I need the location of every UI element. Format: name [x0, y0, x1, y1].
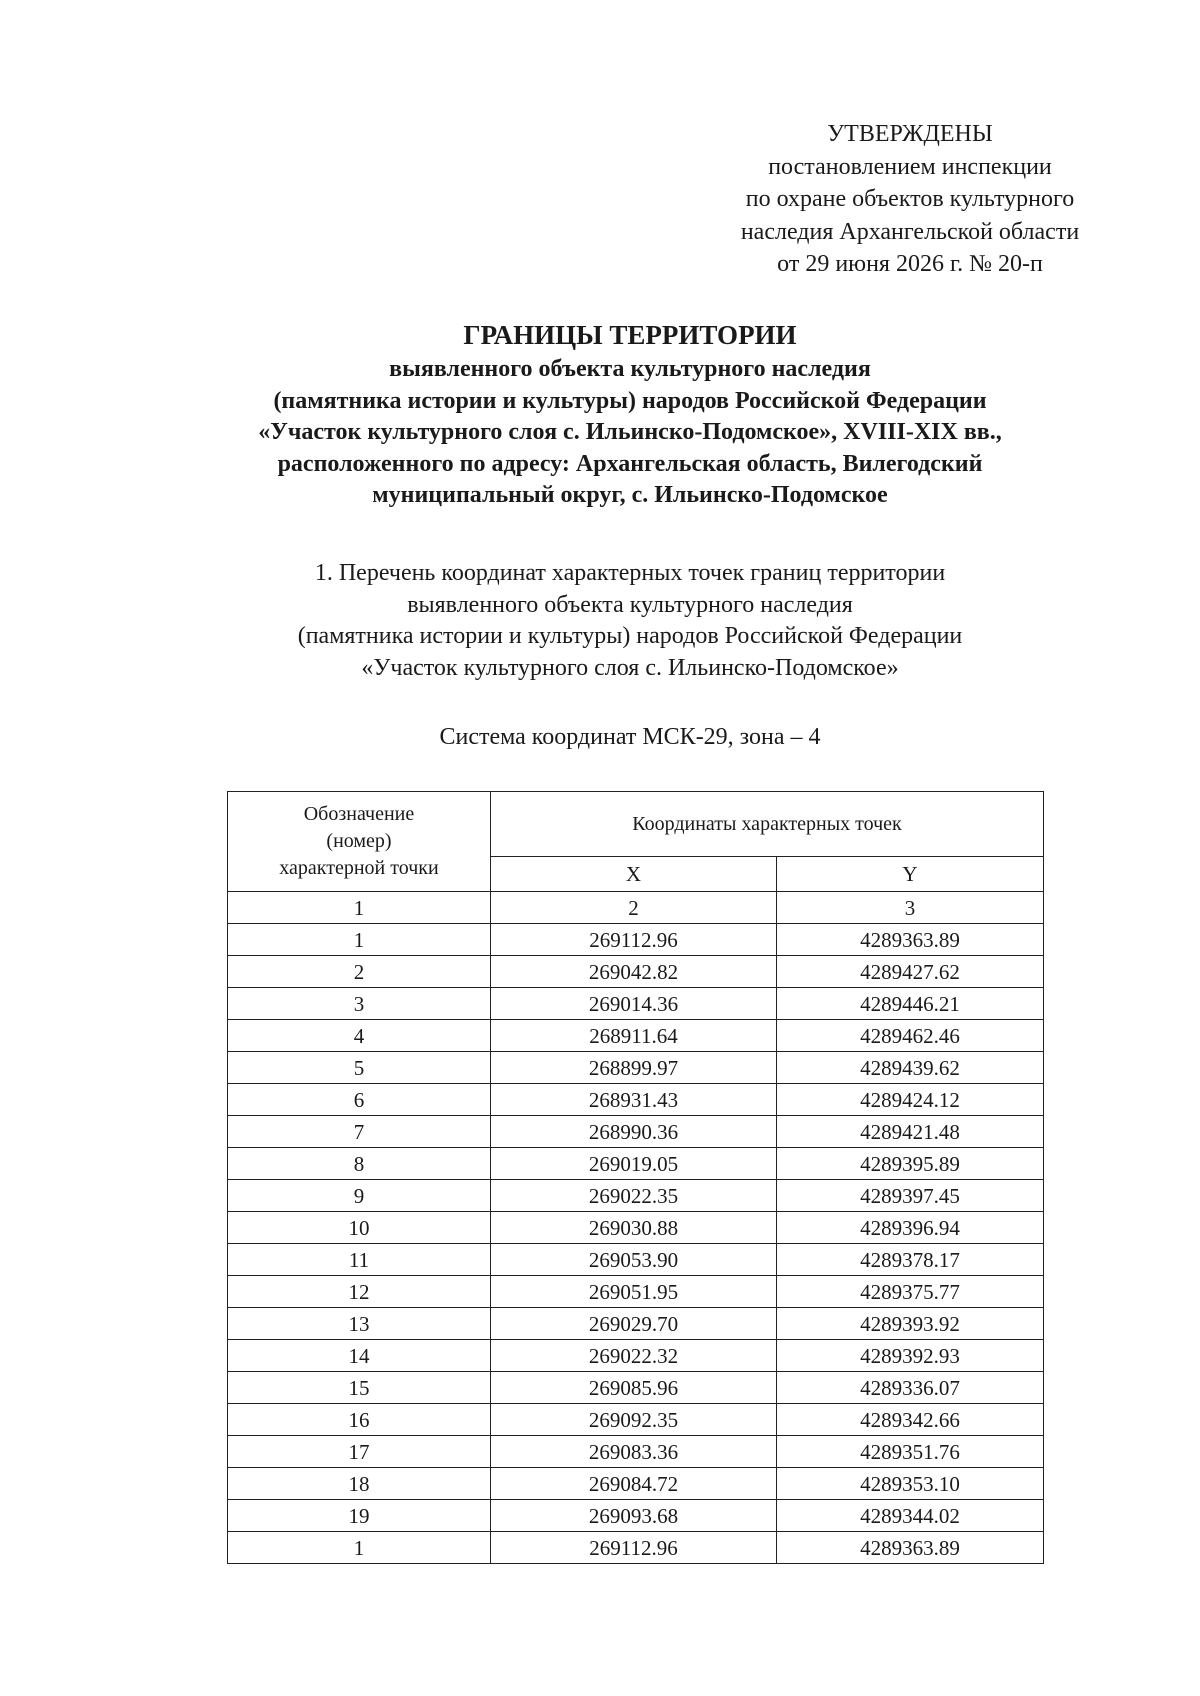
- point-id-cell: 16: [228, 1404, 491, 1436]
- coordinates-table: [227, 791, 1044, 1564]
- point-id-cell: 2: [228, 956, 491, 988]
- section-heading: [150, 558, 1110, 684]
- x-coordinate-cell: 268899.97: [491, 1052, 777, 1084]
- y-coordinate-cell: 4289392.93: [777, 1340, 1044, 1372]
- title-line: (памятника истории и культуры) народов Российской Федерации: [273, 387, 987, 414]
- section-line: 1. Перечень координат характерных точек границ территории: [314, 560, 946, 586]
- x-coordinate-cell: 269084.72: [491, 1468, 777, 1500]
- column-number-row: [228, 892, 1044, 924]
- x-coordinate-cell: 269083.36: [491, 1436, 777, 1468]
- x-coordinate-cell: 269042.82: [491, 956, 777, 988]
- y-coordinate-cell: 4289462.46: [777, 1020, 1044, 1052]
- table-row: [228, 1148, 1044, 1180]
- x-coordinate-cell: 269022.32: [491, 1340, 777, 1372]
- y-coordinate-cell: 4289396.94: [777, 1212, 1044, 1244]
- y-coordinate-cell: 4289351.76: [777, 1436, 1044, 1468]
- point-id-cell: 6: [228, 1084, 491, 1116]
- approval-line: постановлением инспекции: [768, 153, 1052, 180]
- y-coordinate-cell: 4289353.10: [777, 1468, 1044, 1500]
- table-row: [228, 1084, 1044, 1116]
- table-row: [228, 924, 1044, 956]
- table-row: [228, 1276, 1044, 1308]
- y-coordinate-cell: 4289344.02: [777, 1500, 1044, 1532]
- table-row: [228, 1116, 1044, 1148]
- table-row: [228, 1468, 1044, 1500]
- table-row: [228, 1308, 1044, 1340]
- point-id-cell: 11: [228, 1244, 491, 1276]
- y-coordinate-cell: 4289421.48: [777, 1116, 1044, 1148]
- table-row: [228, 988, 1044, 1020]
- x-coordinate-cell: 269019.05: [491, 1148, 777, 1180]
- table-row: [228, 1372, 1044, 1404]
- title-line: расположенного по адресу: Архангельская область, Вилегодский: [277, 450, 983, 477]
- header-coordinates: Координаты характерных точек: [491, 792, 1044, 857]
- table-row: [228, 1340, 1044, 1372]
- column-number: 1: [228, 892, 491, 924]
- approval-line: наследия Архангельской области: [740, 218, 1080, 245]
- point-id-cell: 4: [228, 1020, 491, 1052]
- y-coordinate-cell: 4289397.45: [777, 1180, 1044, 1212]
- x-coordinate-cell: 268911.64: [491, 1020, 777, 1052]
- x-coordinate-cell: 269112.96: [491, 1532, 777, 1564]
- table-row: [228, 1212, 1044, 1244]
- y-coordinate-cell: 4289395.89: [777, 1148, 1044, 1180]
- header-y: Y: [777, 857, 1044, 892]
- point-id-cell: 8: [228, 1148, 491, 1180]
- section-line: (памятника истории и культуры) народов Российской Федерации: [297, 623, 963, 649]
- x-coordinate-cell: 269092.35: [491, 1404, 777, 1436]
- table-header-row: [228, 792, 1044, 857]
- point-id-cell: 12: [228, 1276, 491, 1308]
- header-x: X: [491, 857, 777, 892]
- x-coordinate-cell: 269053.90: [491, 1244, 777, 1276]
- y-coordinate-cell: 4289336.07: [777, 1372, 1044, 1404]
- column-number: 3: [777, 892, 1044, 924]
- x-coordinate-cell: 269085.96: [491, 1372, 777, 1404]
- table-row: [228, 1404, 1044, 1436]
- table-row: [228, 1500, 1044, 1532]
- y-coordinate-cell: 4289427.62: [777, 956, 1044, 988]
- x-coordinate-cell: 269029.70: [491, 1308, 777, 1340]
- y-coordinate-cell: 4289446.21: [777, 988, 1044, 1020]
- x-coordinate-cell: 269030.88: [491, 1212, 777, 1244]
- approval-heading: УТВЕРЖДЕНЫ: [827, 121, 993, 147]
- coordinate-system-label: Система координат МСК-29, зона – 4: [439, 724, 821, 750]
- document-title: [150, 316, 1110, 512]
- point-id-cell: 10: [228, 1212, 491, 1244]
- point-id-cell: 13: [228, 1308, 491, 1340]
- point-id-cell: 1: [228, 1532, 491, 1564]
- table-row: [228, 1436, 1044, 1468]
- approval-block: [690, 118, 1130, 281]
- point-id-cell: 9: [228, 1180, 491, 1212]
- title-main: ГРАНИЦЫ ТЕРРИТОРИИ: [463, 320, 797, 350]
- point-id-cell: 3: [228, 988, 491, 1020]
- table-row: [228, 1020, 1044, 1052]
- x-coordinate-cell: 269112.96: [491, 924, 777, 956]
- x-coordinate-cell: 269093.68: [491, 1500, 777, 1532]
- table-row: [228, 1052, 1044, 1084]
- table-row: [228, 1532, 1044, 1564]
- section-line: «Участок культурного слоя с. Ильинско-Подомское»: [361, 654, 899, 681]
- y-coordinate-cell: 4289424.12: [777, 1084, 1044, 1116]
- table-row: [228, 956, 1044, 988]
- header-point-id: Обозначение (номер) характерной точки: [228, 792, 491, 892]
- y-coordinate-cell: 4289378.17: [777, 1244, 1044, 1276]
- column-number: 2: [491, 892, 777, 924]
- title-line: «Участок культурного слоя с. Ильинско-Подомское», XVIII-XIX вв.,: [258, 419, 1002, 446]
- title-line: муниципальный округ, с. Ильинско-Подомское: [372, 482, 888, 509]
- point-id-cell: 19: [228, 1500, 491, 1532]
- approval-date-line: от 29 июня 2026 г. № 20-п: [777, 251, 1043, 277]
- y-coordinate-cell: 4289439.62: [777, 1052, 1044, 1084]
- point-id-cell: 5: [228, 1052, 491, 1084]
- point-id-cell: 17: [228, 1436, 491, 1468]
- table-row: [228, 1244, 1044, 1276]
- x-coordinate-cell: 269014.36: [491, 988, 777, 1020]
- x-coordinate-cell: 268931.43: [491, 1084, 777, 1116]
- point-id-cell: 15: [228, 1372, 491, 1404]
- table-row: [228, 1180, 1044, 1212]
- x-coordinate-cell: 269051.95: [491, 1276, 777, 1308]
- point-id-cell: 1: [228, 924, 491, 956]
- y-coordinate-cell: 4289363.89: [777, 1532, 1044, 1564]
- point-id-cell: 7: [228, 1116, 491, 1148]
- x-coordinate-cell: 268990.36: [491, 1116, 777, 1148]
- y-coordinate-cell: 4289363.89: [777, 924, 1044, 956]
- title-line: выявленного объекта культурного наследия: [389, 356, 871, 382]
- point-id-cell: 14: [228, 1340, 491, 1372]
- approval-line: по охране объектов культурного: [745, 186, 1075, 212]
- y-coordinate-cell: 4289342.66: [777, 1404, 1044, 1436]
- x-coordinate-cell: 269022.35: [491, 1180, 777, 1212]
- y-coordinate-cell: 4289393.92: [777, 1308, 1044, 1340]
- point-id-cell: 18: [228, 1468, 491, 1500]
- section-line: выявленного объекта культурного наследия: [407, 591, 853, 618]
- y-coordinate-cell: 4289375.77: [777, 1276, 1044, 1308]
